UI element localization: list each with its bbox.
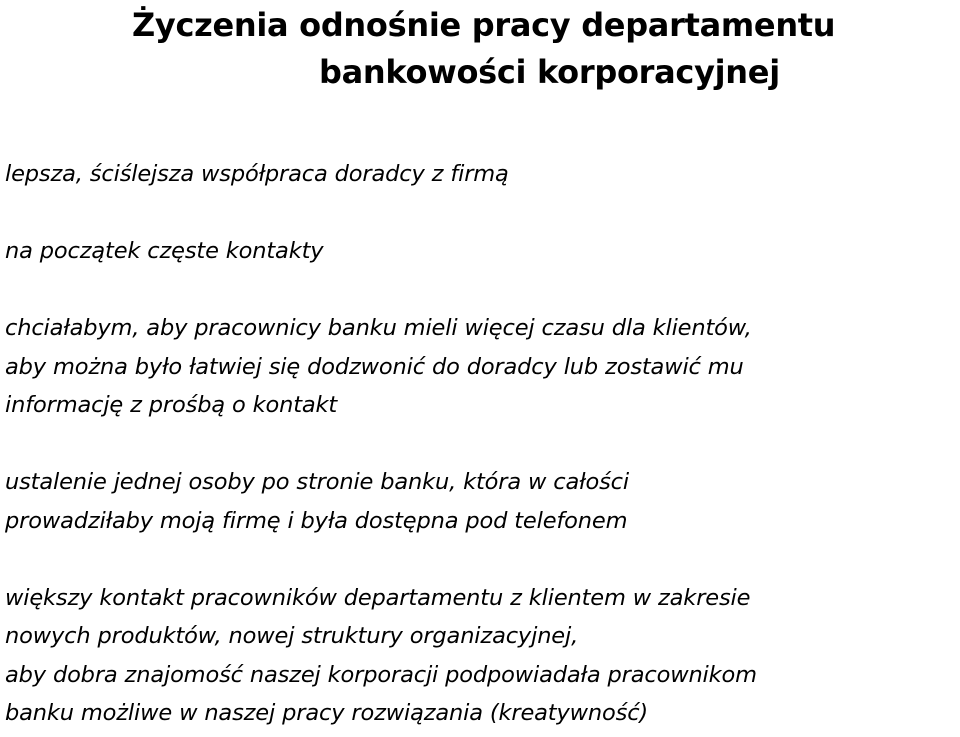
wish-list — [5, 155, 955, 737]
item-line: lepsza, ściślejsza współpraca doradcy z firmą — [5, 161, 509, 187]
item-line: informację z prośbą o kontakt — [5, 392, 338, 418]
item-line: prowadziłaby moją firmę i była dostępna pod telefonem — [5, 507, 628, 534]
item-line: banku możliwe w naszej pracy rozwiązania (kreatywność) — [5, 700, 649, 726]
item-line: aby dobra znajomość naszej korporacji podpowiadała pracownikom — [5, 661, 757, 688]
item-line: ustalenie jednej osoby po stronie banku, która w całości — [5, 469, 629, 495]
list-item — [5, 155, 955, 194]
list-item — [5, 232, 955, 271]
item-line: aby można było łatwiej się dodzwonić do doradcy lub zostawić mu — [5, 353, 744, 380]
list-item — [5, 463, 955, 540]
list-item — [5, 579, 955, 733]
title-line-1: Życzenia odnośnie pracy departamentu — [132, 6, 836, 44]
item-line: nowych produktów, nowej struktury organizacyjnej, — [5, 623, 579, 649]
item-line: na początek częste kontakty — [5, 238, 324, 264]
title-line-2: bankowości korporacyjnej — [319, 53, 780, 91]
item-line: większy kontakt pracowników departamentu z klientem w zakresie — [5, 584, 751, 611]
list-item — [5, 309, 955, 425]
item-line: chciałabym, aby pracownicy banku mieli więcej czasu dla klientów, — [5, 315, 752, 341]
page-title — [0, 2, 960, 96]
